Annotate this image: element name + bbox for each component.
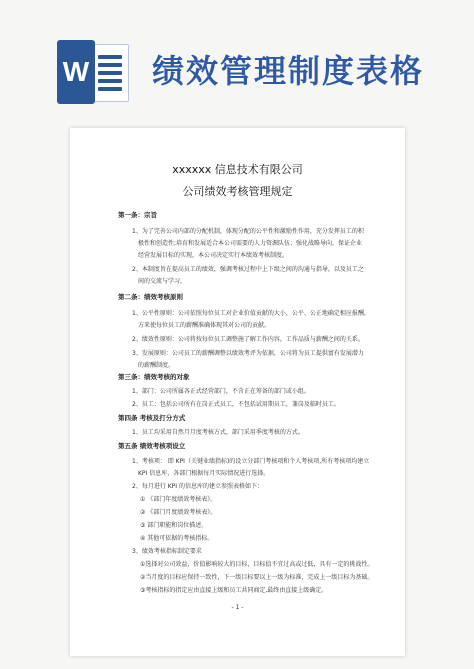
- word-icon: [57, 40, 129, 104]
- paragraph-line: KPI 信息库，各部门根据每月实际情况进行选择。: [138, 470, 270, 477]
- list-item: ① 《部门年度绩效考核表》。: [140, 496, 217, 503]
- paragraph-line: 极性和创造性;培育和发展适合本公司需要的人力资源队伍；强化战略导向，保证企业: [138, 240, 363, 247]
- document-page: [70, 128, 405, 656]
- paragraph-line: 1、员工均采用自然月月度考核方式，部门采用季度考核的方式。: [132, 429, 304, 436]
- paragraph-line: 的薪酬制度。: [138, 362, 175, 369]
- paragraph-line: 1、部门：公司所属各正式经营部门，不含正在筹备的部门或小组。: [132, 388, 310, 395]
- paragraph-line: 2、员工：包括公司所有在岗正式员工，不包括试用期员工，兼岗及临时员工。: [132, 401, 340, 408]
- list-item: ③考核指标的指定应由直接上级和员工共同商定,最终由直接上级确定。: [140, 587, 328, 594]
- paragraph-line: 2、每月进行 KPI 的信息库的建立参照表格如下：: [132, 483, 263, 490]
- word-letter: W: [62, 56, 90, 87]
- list-item: ②当月度的目标应保持一致性，下一级目标要以上一级为标准，完成上一级目标为基础。: [140, 574, 374, 581]
- list-item: ①选择对公司效益，价值影响较大的目标，目标值不宜过高或过低，具有一定的挑战性。: [140, 561, 374, 568]
- document-title: 公司绩效考核管理规定: [182, 185, 293, 198]
- page-number: - 1 -: [231, 604, 244, 611]
- paragraph-line: 3、发展原则：公司员工的薪酬调整以绩效考评为依据，公司将为员工提供富有发展潜力: [132, 350, 364, 357]
- word-badge: [57, 40, 95, 104]
- paragraph-line: 经营发展目标的实现，本公司决定实行本绩效考核制度。: [138, 252, 289, 259]
- section-heading: 第三条：绩效考核的对象: [118, 373, 190, 381]
- section-heading: 第一条：宗旨: [118, 211, 157, 219]
- banner-title: 绩效管理制度表格: [152, 52, 425, 90]
- list-item: ③ 部门职能和岗位描述。: [140, 522, 208, 529]
- paragraph-line: 3、绩效考核指标制定要求: [132, 548, 202, 555]
- paragraph-line: 1、公平性原则：公司依照每位员工对企业价值贡献的大小，公平、公正地确定相应报酬，: [132, 310, 370, 317]
- paragraph-line: 1、为了完善公司内部的分配机制，体现分配的公平性和激励性作用，充分发挥员工的积: [132, 228, 364, 235]
- list-item: ④ 其他可依据的考核指标。: [140, 535, 214, 542]
- paragraph-line: 间的交流与学习。: [138, 278, 187, 285]
- section-heading: 第五条 绩效考核项设立: [118, 442, 186, 450]
- paragraph-line: 2、本制度旨在提高员工的绩效，强调考核过程中上下级之间的沟通与指导，以及员工之: [132, 266, 364, 273]
- paragraph-line: 1、考核项： 即 KPI（关键业绩指标)的设立分部门考核项和个人考核项,所有考核项均建立: [132, 458, 370, 465]
- list-item: ② 《部门月度绩效考核表》。: [140, 509, 217, 516]
- company-name: xxxxxx 信息技术有限公司: [172, 163, 303, 176]
- section-heading: 第四条 考核及打分方式: [118, 414, 186, 422]
- section-heading: 第二条：绩效考核原则: [118, 293, 183, 301]
- paragraph-line: 2、绩效性原则：公司将按每位员工调整施了解工作内容，工作品质与薪酬之间的关系。: [132, 336, 364, 343]
- paragraph-line: 方来使每位员工的薪酬准确体现其对公司的贡献。: [138, 322, 271, 329]
